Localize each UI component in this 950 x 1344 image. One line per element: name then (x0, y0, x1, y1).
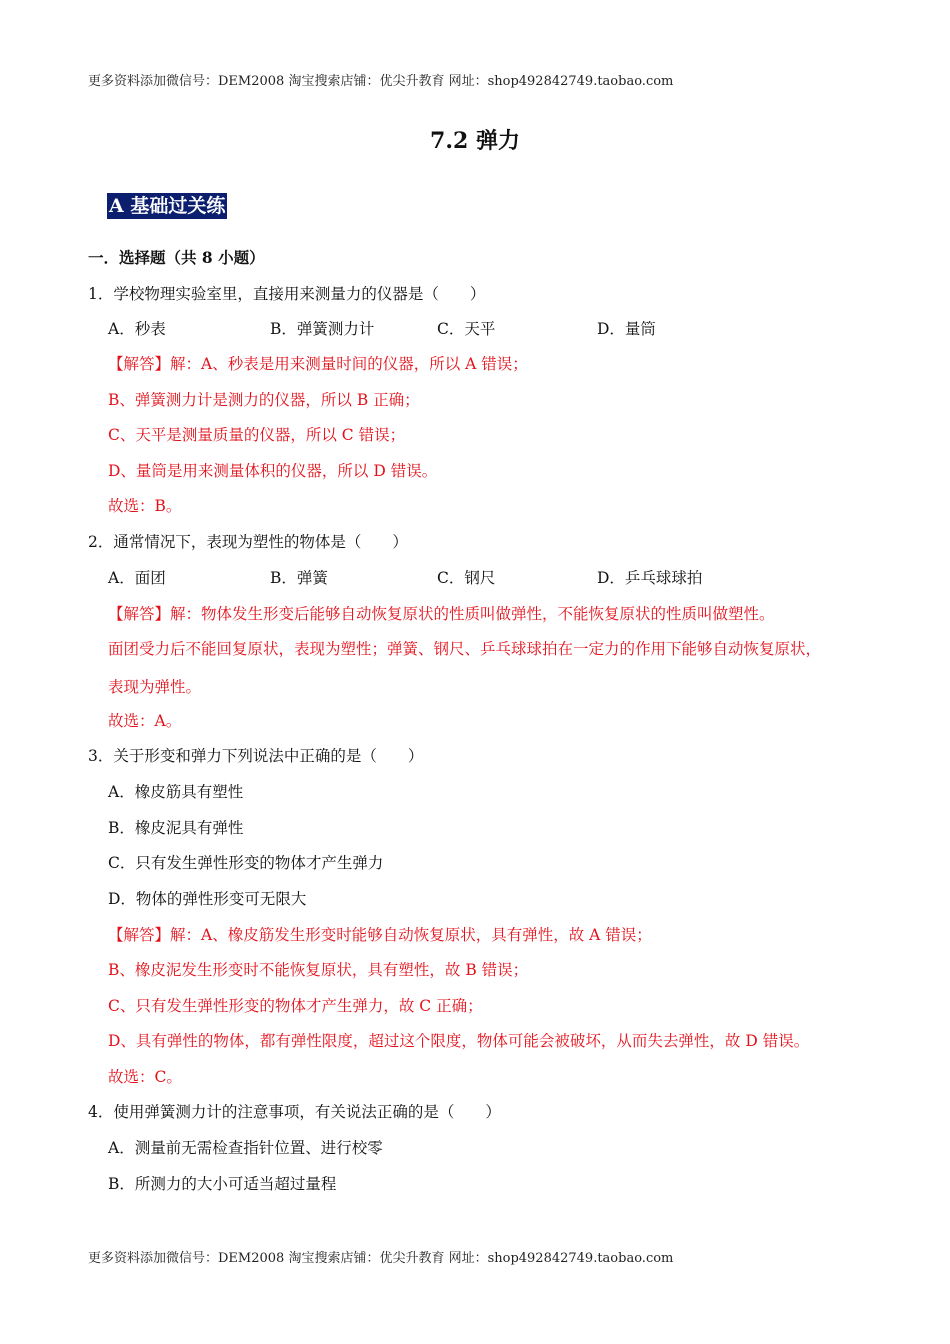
q3-answer-line: B、橡皮泥发生形变时不能恢复原状，具有塑性，故 B 错误； (108, 961, 529, 979)
q1-option-b: B．弹簧测力计 (270, 320, 375, 338)
q3-answer-line: D、具有弹性的物体，都有弹性限度，超过这个限度，物体可能会被破坏，从而失去弹性，故 D 错误。 (108, 1032, 810, 1050)
q1-option-c: C．天平 (437, 320, 496, 338)
q1-answer-line: D、量筒是用来测量体积的仪器，所以 D 错误。 (108, 462, 438, 480)
question-4-stem: 4．使用弹簧测力计的注意事项，有关说法正确的是（ ） (88, 1103, 501, 1121)
q2-option-b: B．弹簧 (270, 569, 328, 587)
q1-answer-line: 【解答】解：A、秒表是用来测量时间的仪器，所以 A 错误； (108, 355, 528, 373)
question-1-stem: 1．学校物理实验室里，直接用来测量力的仪器是（ ） (88, 285, 486, 303)
q3-option-b: B．橡皮泥具有弹性 (108, 819, 244, 837)
page-footer: 更多资料添加微信号：DEM2008 淘宝搜索店铺：优尖升教育 网址：shop492842749.taobao.com (88, 1251, 674, 1266)
q1-answer-line: B、弹簧测力计是测力的仪器，所以 B 正确； (108, 391, 420, 409)
q1-option-a: A．秒表 (108, 320, 166, 338)
q3-option-c: C．只有发生弹性形变的物体才产生弹力 (108, 854, 384, 872)
part-heading: 一．选择题（共 8 小题） (88, 248, 265, 267)
q2-option-c: C．钢尺 (437, 569, 496, 587)
question-2-stem: 2．通常情况下，表现为塑性的物体是（ ） (88, 533, 408, 551)
page-title: 7.2 弹力 (430, 128, 520, 154)
q3-answer-line: C、只有发生弹性形变的物体才产生弹力，故 C 正确； (108, 997, 483, 1015)
q3-option-a: A．橡皮筋具有塑性 (108, 783, 244, 801)
q1-option-d: D．量筒 (597, 320, 656, 338)
question-3-stem: 3．关于形变和弹力下列说法中正确的是（ ） (88, 747, 424, 765)
q2-answer-line: 【解答】解：物体发生形变后能够自动恢复原状的性质叫做弹性，不能恢复原状的性质叫做塑性。 (108, 605, 775, 623)
q2-answer-line: 表现为弹性。 (108, 678, 202, 696)
q2-option-d: D．乒乓球球拍 (597, 569, 703, 587)
q4-option-b: B．所测力的大小可适当超过量程 (108, 1175, 337, 1193)
q3-answer-line: 【解答】解：A、橡皮筋发生形变时能够自动恢复原状，具有弹性，故 A 错误； (108, 926, 652, 944)
q2-answer-line: 面团受力后不能回复原状，表现为塑性；弹簧、钢尺、乒乓球球拍在一定力的作用下能够自动恢复原状， (108, 640, 822, 658)
page-header: 更多资料添加微信号：DEM2008 淘宝搜索店铺：优尖升教育 网址：shop492842749.taobao.com (88, 74, 674, 89)
q1-answer-line: C、天平是测量质量的仪器，所以 C 错误； (108, 426, 406, 444)
q3-option-d: D．物体的弹性形变可无限大 (108, 890, 307, 908)
q2-option-a: A．面团 (108, 569, 166, 587)
q1-answer-choice: 故选：B。 (108, 497, 182, 515)
q3-answer-choice: 故选：C。 (108, 1068, 182, 1086)
section-label: A 基础过关练 (109, 195, 226, 217)
q2-answer-choice: 故选：A。 (108, 712, 182, 730)
q4-option-a: A．测量前无需检查指针位置、进行校零 (108, 1139, 383, 1157)
